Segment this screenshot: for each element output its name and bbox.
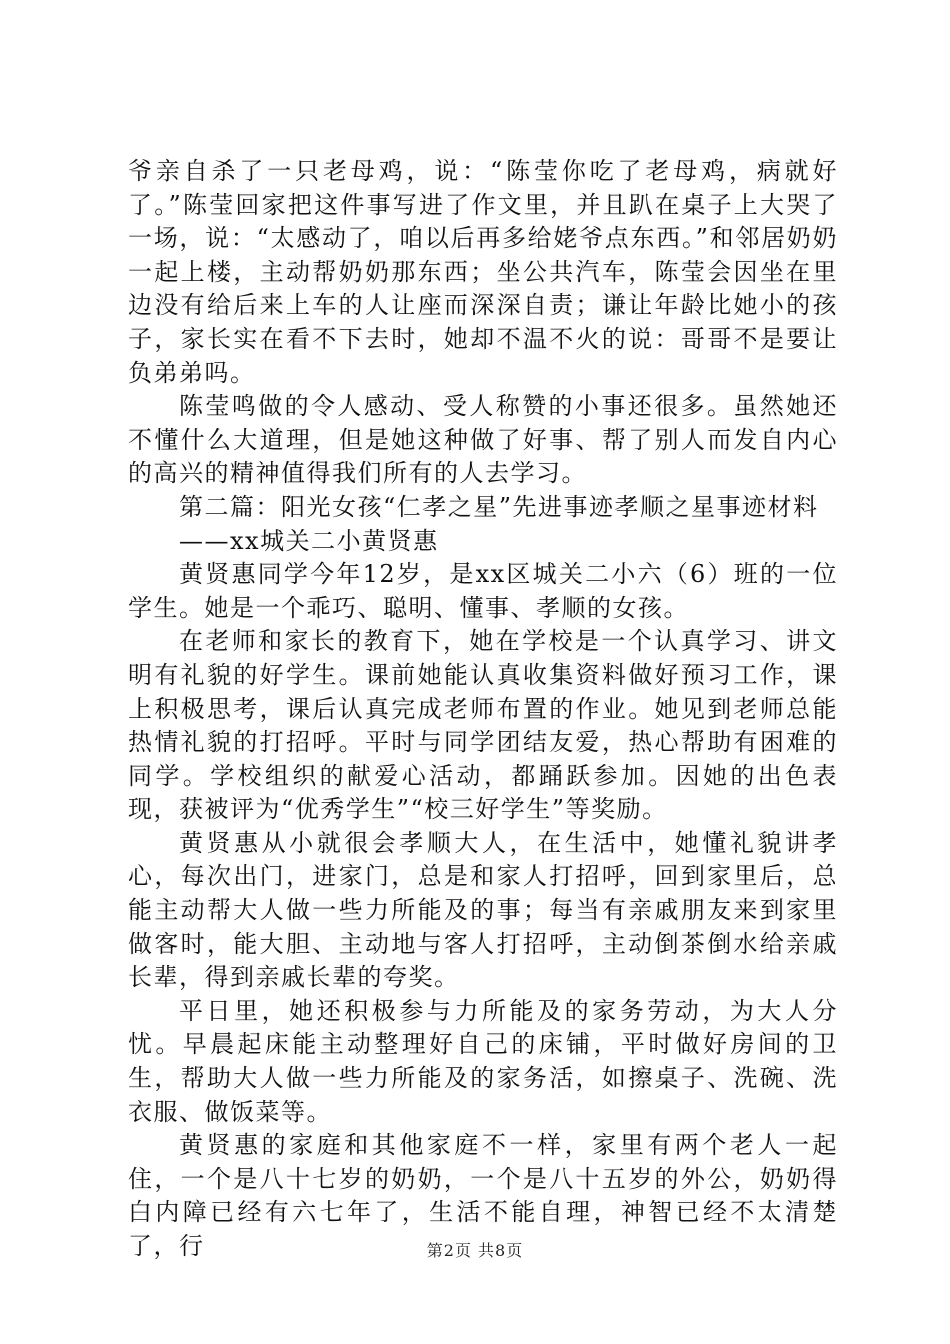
paragraph-9: 黄贤惠的家庭和其他家庭不一样，家里有两个老人一起住，一个是八十七岁的奶奶，一个是八十五岁的外公，奶奶得白内障已经有六七年了，生活不能自理，神智已经不太清楚了，行 xyxy=(128,1131,838,1260)
document-body xyxy=(128,155,838,1264)
page-footer xyxy=(0,1238,950,1261)
page-number-label: 第2页 共8页 xyxy=(426,1241,524,1260)
paragraph-8: 平日里，她还积极参与力所能及的家务劳动，为大人分忧。早晨起床能主动整理好自己的床铺，平时做好房间的卫生，帮助大人做一些力所能及的家务活，如擦桌子、洗碗、洗衣服、做饭菜等。 xyxy=(128,996,838,1126)
paragraph-2: 陈莹鸣做的令人感动、受人称赞的小事还很多。虽然她还不懂什么大道理，但是她这种做了好事、帮了别人而发自内心的高兴的精神值得我们所有的人去学习。 xyxy=(128,392,838,488)
paragraph-6: 在老师和家长的教育下，她在学校是一个认真学习、讲文明有礼貌的好学生。课前她能认真收集资料做好预习工作，课上积极思考，课后认真完成老师布置的作业。她见到老师总能热情礼貌的打招呼。平时与同学团结友爱，热心帮助有困难的同学。学校组织的献爱心活动，都踊跃参加。因她的出色表现，获被评为“优秀学生”“校三好学生”等奖励。 xyxy=(128,627,838,824)
paragraph-5: 黄贤惠同学今年12岁，是xx区城关二小六（6）班的一位学生。她是一个乖巧、聪明、懂事、孝顺的女孩。 xyxy=(128,560,838,622)
section-heading: 第二篇：阳光女孩“仁孝之星”先进事迹孝顺之星事迹材料 xyxy=(179,492,819,521)
paragraph-7: 黄贤惠从小就很会孝顺大人，在生活中，她懂礼貌讲孝心，每次出门，进家门，总是和家人打招呼，回到家里后，总能主动帮大人做一些力所能及的事；每当有亲戚朋友来到家里做客时，能大胆、主动地与客人打招呼，主动倒茶倒水给亲戚长辈，得到亲戚长辈的夸奖。 xyxy=(128,828,838,992)
paragraph-1: 爷亲自杀了一只老母鸡，说：“陈莹你吃了老母鸡，病就好了。”陈莹回家把这件事写进了作文里，并且趴在桌子上大哭了一场，说：“太感动了，咱以后再多给姥爷点东西。”和邻居奶奶一起上楼，主动帮奶奶那东西；坐公共汽车，陈莹会因坐在里边没有给后来上车的人让座而深深自责；谦让年龄比她小的孩子，家长实在看不下去时，她却不温不火的说：哥哥不是要让负弟弟吗。 xyxy=(128,157,838,387)
section-subtitle: ——xx城关二小黄贤惠 xyxy=(179,526,439,555)
